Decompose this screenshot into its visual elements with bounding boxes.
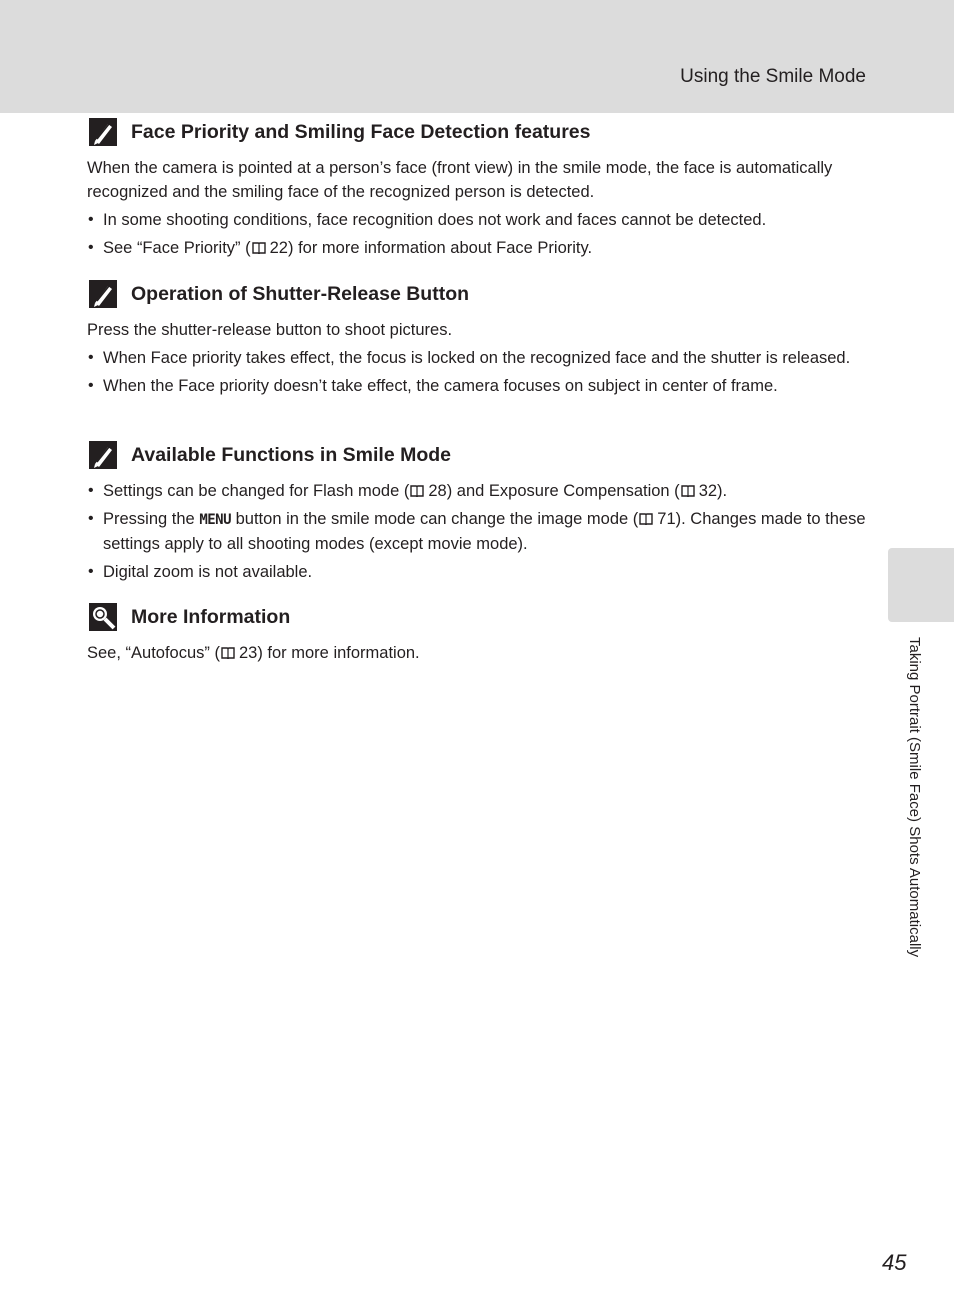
section-title: Operation of Shutter-Release Button [131, 283, 470, 305]
section-intro: See, “Autofocus” ( 23) for more information. [87, 644, 420, 662]
page-reference-link[interactable]: 71 [657, 510, 676, 528]
section-available-functions [87, 441, 867, 588]
section-intro: When the camera is pointed at a person’s face (front view) in the smile mode, the face is automatically recognized and the smiling face of the recognized person is detected. [87, 159, 833, 201]
book-reference-icon [639, 513, 653, 525]
pencil-note-icon [89, 118, 117, 146]
book-reference-icon [221, 647, 235, 659]
page-reference-link[interactable]: 28 [428, 482, 447, 500]
section-more-information [87, 603, 867, 665]
header-band [0, 0, 954, 113]
book-reference-icon [252, 242, 266, 254]
pencil-note-icon [89, 280, 117, 308]
section-title: Available Functions in Smile Mode [131, 444, 451, 466]
bullet-item: • When the Face priority doesn’t take effect, the camera focuses on subject in center of frame. [87, 374, 867, 398]
page-reference-link[interactable]: 22 [269, 239, 288, 257]
section-intro: Press the shutter-release button to shoot pictures. [87, 321, 453, 339]
section-shutter-release [87, 280, 867, 402]
chapter-side-tab [888, 548, 954, 622]
book-reference-icon [410, 485, 424, 497]
page-reference-link[interactable]: 23 [238, 644, 258, 662]
section-title: More Information [131, 606, 291, 628]
bullet-item: • Digital zoom is not available. [87, 560, 867, 584]
running-header: Using the Smile Mode [680, 66, 866, 87]
bullet-item: • See “Face Priority” ( 22) for more information about Face Priority. [87, 236, 867, 260]
magnifier-info-icon [89, 603, 117, 631]
section-face-priority [87, 118, 867, 264]
section-title: Face Priority and Smiling Face Detection features [131, 121, 591, 143]
bullet-item: • Settings can be changed for Flash mode ( 28) and Exposure Compensation ( 32). [87, 479, 867, 503]
bullet-item: • When Face priority takes effect, the focus is locked on the recognized face and the shutter is released. [87, 346, 867, 370]
page-number: 45 [882, 1250, 907, 1275]
page-reference-link[interactable]: 32 [698, 482, 718, 500]
bullet-item: • Pressing the MENU button in the smile mode can change the image mode ( 71). Changes made to these settings apply to all shooting modes (except movie mode). [87, 507, 867, 556]
pencil-note-icon [89, 441, 117, 469]
chapter-side-label: Taking Portrait (Smile Face) Shots Automatically [906, 637, 923, 958]
menu-button-glyph: MENU [199, 512, 232, 528]
book-reference-icon [681, 485, 695, 497]
bullet-item: • In some shooting conditions, face recognition does not work and faces cannot be detected. [87, 208, 867, 232]
